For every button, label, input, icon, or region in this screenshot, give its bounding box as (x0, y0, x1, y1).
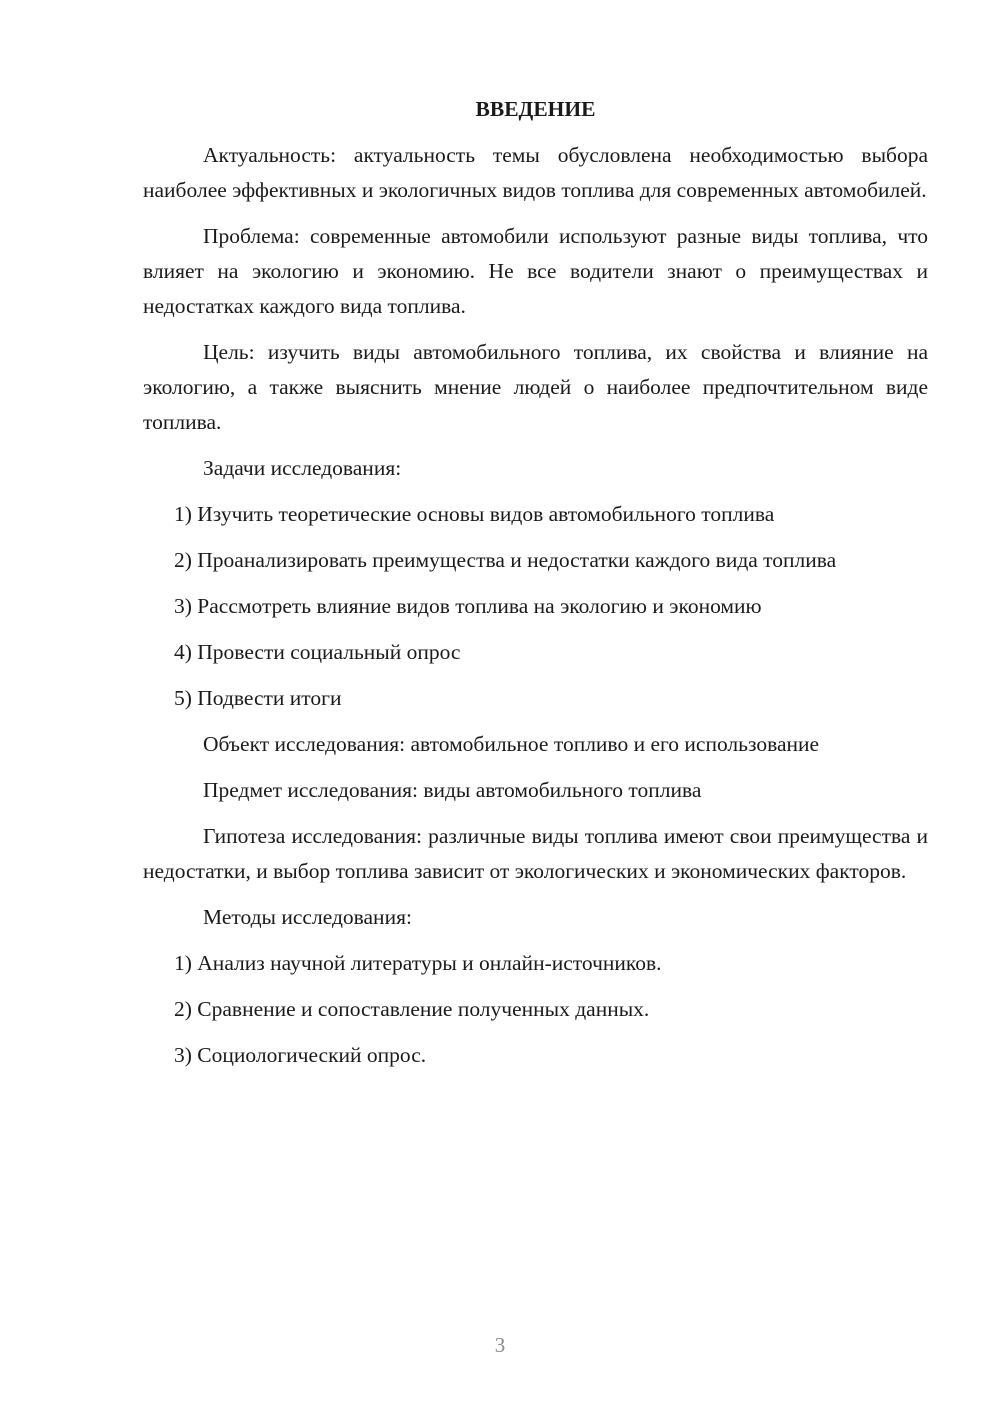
subject-paragraph: Предмет исследования: виды автомобильного топлива (203, 778, 702, 802)
page-content (143, 92, 928, 1084)
task-item: 4) Провести социальный опрос (174, 640, 461, 664)
task-item: 5) Подвести итоги (174, 686, 342, 710)
object-paragraph: Объект исследования: автомобильное топливо и его использование (203, 732, 820, 756)
task-item: 3) Рассмотреть влияние видов топлива на экологию и экономию (174, 594, 762, 618)
tasks-list (143, 497, 928, 716)
page-number: 3 (494, 1333, 506, 1357)
page-title: ВВЕДЕНИЕ (475, 97, 596, 121)
hypothesis-paragraph: Гипотеза исследования: различные виды топлива имеют свои преимущества и недостатки, и выбор топлива зависит от экологических и экономических факторов. (143, 824, 928, 883)
problem-paragraph: Проблема: современные автомобили используют разные виды топлива, что влияет на экологию и экономию. Не все водители знают о преимуществах и недостатках каждого вида топлива. (143, 224, 928, 318)
methods-heading: Методы исследования: (203, 905, 412, 929)
task-item: 1) Изучить теоретические основы видов автомобильного топлива (174, 502, 775, 526)
task-item: 2) Проанализировать преимущества и недостатки каждого вида топлива (174, 548, 837, 572)
tasks-heading: Задачи исследования: (203, 456, 402, 480)
method-item: 3) Социологический опрос. (174, 1043, 427, 1067)
method-item: 2) Сравнение и сопоставление полученных данных. (174, 997, 650, 1021)
method-item: 1) Анализ научной литературы и онлайн-источников. (174, 951, 662, 975)
relevance-paragraph: Актуальность: актуальность темы обусловлена необходимостью выбора наиболее эффективных и экологичных видов топлива для современных автомобилей. (143, 143, 928, 202)
goal-paragraph: Цель: изучить виды автомобильного топлива, их свойства и влияние на экологию, а также выяснить мнение людей о наиболее предпочтительном виде топлива. (143, 340, 928, 434)
methods-list (143, 946, 928, 1073)
